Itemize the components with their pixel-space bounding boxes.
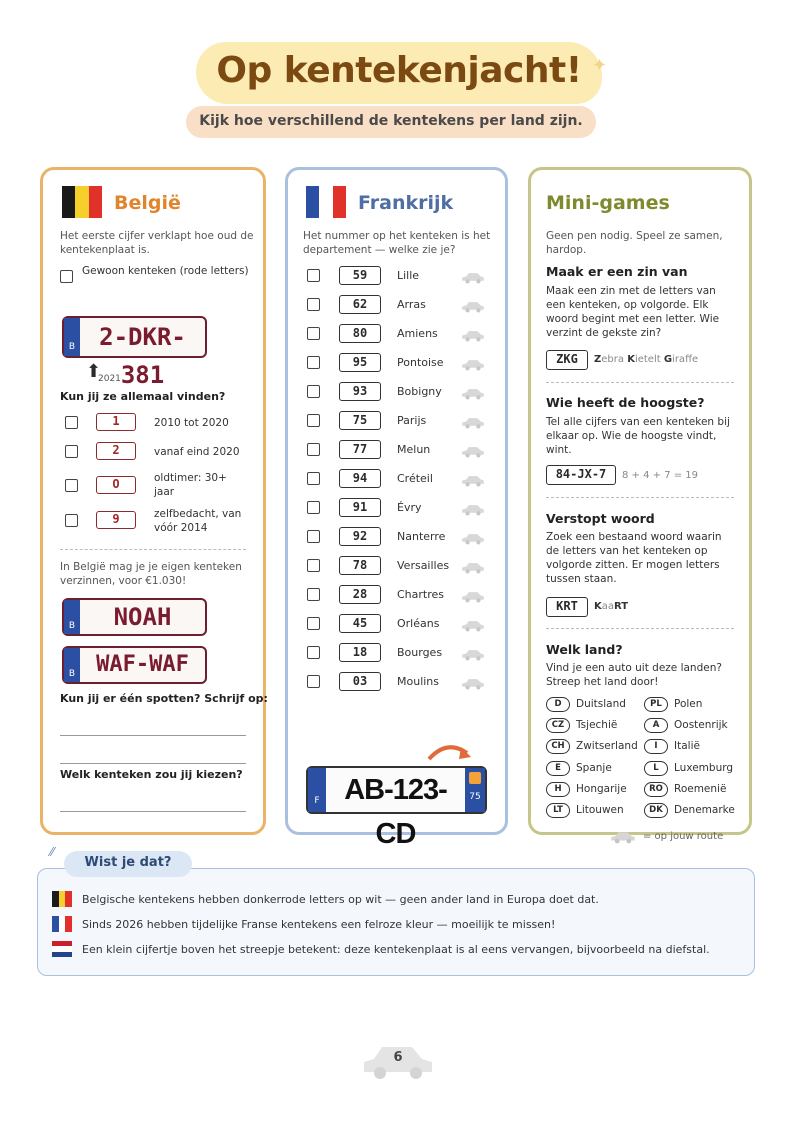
page-title: Op kentekenjacht! <box>216 50 582 91</box>
game1-code: ZKG <box>546 350 588 370</box>
country-name: Zwitserland <box>576 740 638 753</box>
department-city: Amiens <box>397 327 438 340</box>
department-checkbox[interactable] <box>307 443 320 456</box>
game3-text: Zoek een bestaand woord waarin de letters van het kenteken op volgorde zitten. Er mogen letters tussen staan. <box>546 531 722 585</box>
department-checkbox[interactable] <box>307 559 320 572</box>
department-city: Nanterre <box>397 530 446 543</box>
game1-example: Zebra Kietelt Giraffe <box>594 354 699 365</box>
car-icon <box>460 269 484 281</box>
sparkle-icon: ⁄⁄ <box>50 845 55 859</box>
fact-item: Sinds 2026 hebben tijdelijke Franse kentekens een felroze kleur — moeilijk te missen! <box>82 918 556 931</box>
eu-country-code: B <box>68 669 76 679</box>
plate-code-label: 2010 tot 2020 <box>154 417 229 429</box>
item-checkbox[interactable] <box>65 514 78 527</box>
write-line[interactable] <box>60 735 246 736</box>
plate-code-label: oldtimer: 30+ jaar <box>154 472 227 498</box>
country-code-badge[interactable]: LT <box>546 803 570 818</box>
belgium-flag-icon <box>62 186 102 218</box>
department-number: 92 <box>339 527 381 546</box>
game2-title: Wie heeft de hoogste? <box>546 395 705 410</box>
department-checkbox[interactable] <box>307 269 320 282</box>
find-all-question: Kun jij ze allemaal vinden? <box>60 390 226 403</box>
game3-title: Verstopt woord <box>546 511 655 526</box>
write-line[interactable] <box>60 763 246 764</box>
department-number: 80 <box>339 324 381 343</box>
department-number: 62 <box>339 295 381 314</box>
eu-country-code: B <box>68 342 76 352</box>
game3-example: KaaRT <box>594 601 629 612</box>
belgium-plate-text: 2-DKR-381 <box>99 323 186 389</box>
country-name: Roemenië <box>674 782 727 795</box>
eu-band <box>308 768 326 812</box>
department-number: 45 <box>339 614 381 633</box>
car-icon <box>460 327 484 339</box>
department-checkbox[interactable] <box>307 356 320 369</box>
custom-plate-noah <box>62 598 207 636</box>
belgium-flag-icon <box>52 891 72 907</box>
department-number: 94 <box>339 469 381 488</box>
department-city: Moulins <box>397 675 440 688</box>
france-flag-icon <box>52 916 72 932</box>
country-name: Italië <box>674 740 700 753</box>
eu-band <box>64 600 80 634</box>
department-checkbox[interactable] <box>307 588 320 601</box>
department-number: 18 <box>339 643 381 662</box>
car-icon <box>460 298 484 310</box>
department-number: 75 <box>339 411 381 430</box>
game1-title: Maak er een zin van <box>546 264 688 279</box>
department-city: Chartres <box>397 588 445 601</box>
department-city: Orléans <box>397 617 440 630</box>
car-icon <box>460 443 484 455</box>
country-code-badge[interactable]: E <box>546 761 570 776</box>
country-name: Litouwen <box>576 804 624 816</box>
car-icon <box>460 414 484 426</box>
country-code-badge[interactable]: H <box>546 782 570 797</box>
belgium-title: België <box>114 192 181 214</box>
game2-example: 8 + 4 + 7 = 19 <box>622 470 699 481</box>
department-city: Évry <box>397 501 422 514</box>
department-checkbox[interactable] <box>307 414 320 427</box>
department-checkbox[interactable] <box>307 675 320 688</box>
curved-arrow-icon <box>425 737 475 767</box>
divider <box>546 382 734 383</box>
department-checkbox[interactable] <box>307 327 320 340</box>
game2-text: Tel alle cijfers van een kenteken bij elkaar op. Wie de hoogste vindt, wint. <box>546 416 730 456</box>
department-number: 78 <box>339 556 381 575</box>
sparkle-icon: ✦ <box>592 55 608 76</box>
car-icon <box>608 830 638 844</box>
facts-title: Wist je dat? <box>84 855 172 870</box>
custom-plate-text: WAF-WAF <box>96 652 189 677</box>
minigames-intro: Geen pen nodig. Speel ze samen, hardop. <box>546 230 723 256</box>
custom-plate-text: NOAH <box>113 603 172 631</box>
item-checkbox[interactable] <box>65 479 78 492</box>
department-checkbox[interactable] <box>307 298 320 311</box>
department-number: 77 <box>339 440 381 459</box>
minigames-title: Mini-games <box>546 192 670 214</box>
france-flag-icon <box>306 186 346 218</box>
country-name: Tsjechië <box>576 719 618 732</box>
belgium-intro: Het eerste cijfer verklapt hoe oud de kentekenplaat is. <box>60 230 254 256</box>
department-number: 28 <box>339 585 381 604</box>
game4-text: Vind je een auto uit deze landen? Streep het land door! <box>546 662 722 688</box>
country-code-badge[interactable]: I <box>644 739 668 754</box>
page-number: 6 <box>393 1050 403 1065</box>
country-name: Duitsland <box>576 698 626 710</box>
game1-text: Maak een zin met de letters van een kenteken, op volgorde. Elk woord begint met een letter. Wie verzint de gekste zin? <box>546 285 720 339</box>
eu-country-code: F <box>314 796 320 806</box>
car-icon <box>460 501 484 513</box>
country-code-badge[interactable]: PL <box>644 697 668 712</box>
car-icon <box>460 356 484 368</box>
dept-number: 75 <box>469 792 481 802</box>
car-icon <box>460 530 484 542</box>
car-icon <box>460 617 484 629</box>
country-name: Luxemburg <box>674 761 734 774</box>
country-name: Hongarije <box>576 782 627 795</box>
department-checkbox[interactable] <box>307 385 320 398</box>
department-checkbox[interactable] <box>307 472 320 485</box>
game2-code: 84-JX-7 <box>546 465 616 485</box>
eu-band <box>64 318 80 356</box>
department-city: Versailles <box>397 559 450 572</box>
country-code-badge[interactable]: CZ <box>546 718 570 733</box>
france-intro: Het nummer op het kenteken is het departement — welke zie je? <box>303 230 491 256</box>
game4-title: Welk land? <box>546 642 623 657</box>
dept-band <box>465 768 485 812</box>
region-logo-icon <box>469 772 481 784</box>
write-line[interactable] <box>60 811 246 812</box>
route-note: = op jouw route <box>643 831 724 842</box>
country-name: Polen <box>674 698 703 710</box>
department-city: Bobigny <box>397 385 442 398</box>
plate-code-label: zelfbedacht, van vóór 2014 <box>154 508 242 534</box>
department-checkbox[interactable] <box>307 617 320 630</box>
divider <box>546 628 734 629</box>
item-checkbox[interactable] <box>65 445 78 458</box>
custom-plate-text: In België mag je je eigen kenteken verzinnen, voor €1.030! <box>60 561 242 587</box>
normal-plate-label: Gewoon kenteken (rode letters) <box>82 265 249 277</box>
country-name: Denemarke <box>674 804 735 816</box>
department-number: 93 <box>339 382 381 401</box>
country-code-badge[interactable]: L <box>644 761 668 776</box>
plate-code-label: vanaf eind 2020 <box>154 446 240 458</box>
plate-code-box: 9 <box>96 511 136 529</box>
choose-question: Welk kenteken zou jij kiezen? <box>60 768 243 781</box>
france-title: Frankrijk <box>358 192 454 214</box>
department-city: Pontoise <box>397 356 444 369</box>
custom-plate-wafwaf <box>62 646 207 684</box>
year-note: 2021 <box>98 374 121 384</box>
plate-code-box: 2 <box>96 442 136 460</box>
department-city: Lille <box>397 269 420 282</box>
country-code-badge[interactable]: CH <box>546 739 570 754</box>
eu-band <box>64 648 80 682</box>
car-icon <box>460 588 484 600</box>
car-icon <box>460 385 484 397</box>
department-city: Melun <box>397 443 431 456</box>
plate-code-box: 1 <box>96 413 136 431</box>
department-checkbox[interactable] <box>307 501 320 514</box>
country-name: Spanje <box>576 761 612 774</box>
car-icon <box>460 472 484 484</box>
arrow-up-icon: ⬆ <box>86 361 102 382</box>
country-code-badge[interactable]: A <box>644 718 668 733</box>
department-city: Créteil <box>397 472 433 485</box>
department-city: Arras <box>397 298 426 311</box>
divider <box>546 497 734 498</box>
department-number: 91 <box>339 498 381 517</box>
department-checkbox[interactable] <box>307 530 320 543</box>
game3-code: KRT <box>546 597 588 617</box>
fact-item: Een klein cijfertje boven het streepje betekent: deze kentekenplaat is al eens vervangen, bijvoorbeeld na diefstal. <box>82 943 710 956</box>
department-checkbox[interactable] <box>307 646 320 659</box>
country-code-badge[interactable]: D <box>546 697 570 712</box>
spot-question: Kun jij er één spotten? Schrijf op: <box>60 692 268 705</box>
country-name: Oostenrijk <box>674 719 728 732</box>
country-code-badge[interactable]: DK <box>644 803 668 818</box>
normal-plate-checkbox[interactable] <box>60 270 73 283</box>
department-city: Bourges <box>397 646 443 659</box>
plate-code-box: O <box>96 476 136 494</box>
divider <box>60 549 246 550</box>
fact-item: Belgische kentekens hebben donkerrode letters op wit — geen ander land in Europa doet dat. <box>82 893 599 906</box>
department-number: 03 <box>339 672 381 691</box>
netherlands-flag-icon <box>52 941 72 957</box>
department-city: Parijs <box>397 414 427 427</box>
car-icon <box>460 675 484 687</box>
page-subtitle: Kijk hoe verschillend de kentekens per land zijn. <box>199 113 583 129</box>
car-icon <box>460 559 484 571</box>
eu-country-code: B <box>68 621 76 631</box>
department-number: 95 <box>339 353 381 372</box>
item-checkbox[interactable] <box>65 416 78 429</box>
car-icon <box>460 646 484 658</box>
country-code-badge[interactable]: RO <box>644 782 668 797</box>
france-plate <box>306 766 487 850</box>
department-number: 59 <box>339 266 381 285</box>
france-plate-text: AB-123-CD <box>344 774 447 850</box>
